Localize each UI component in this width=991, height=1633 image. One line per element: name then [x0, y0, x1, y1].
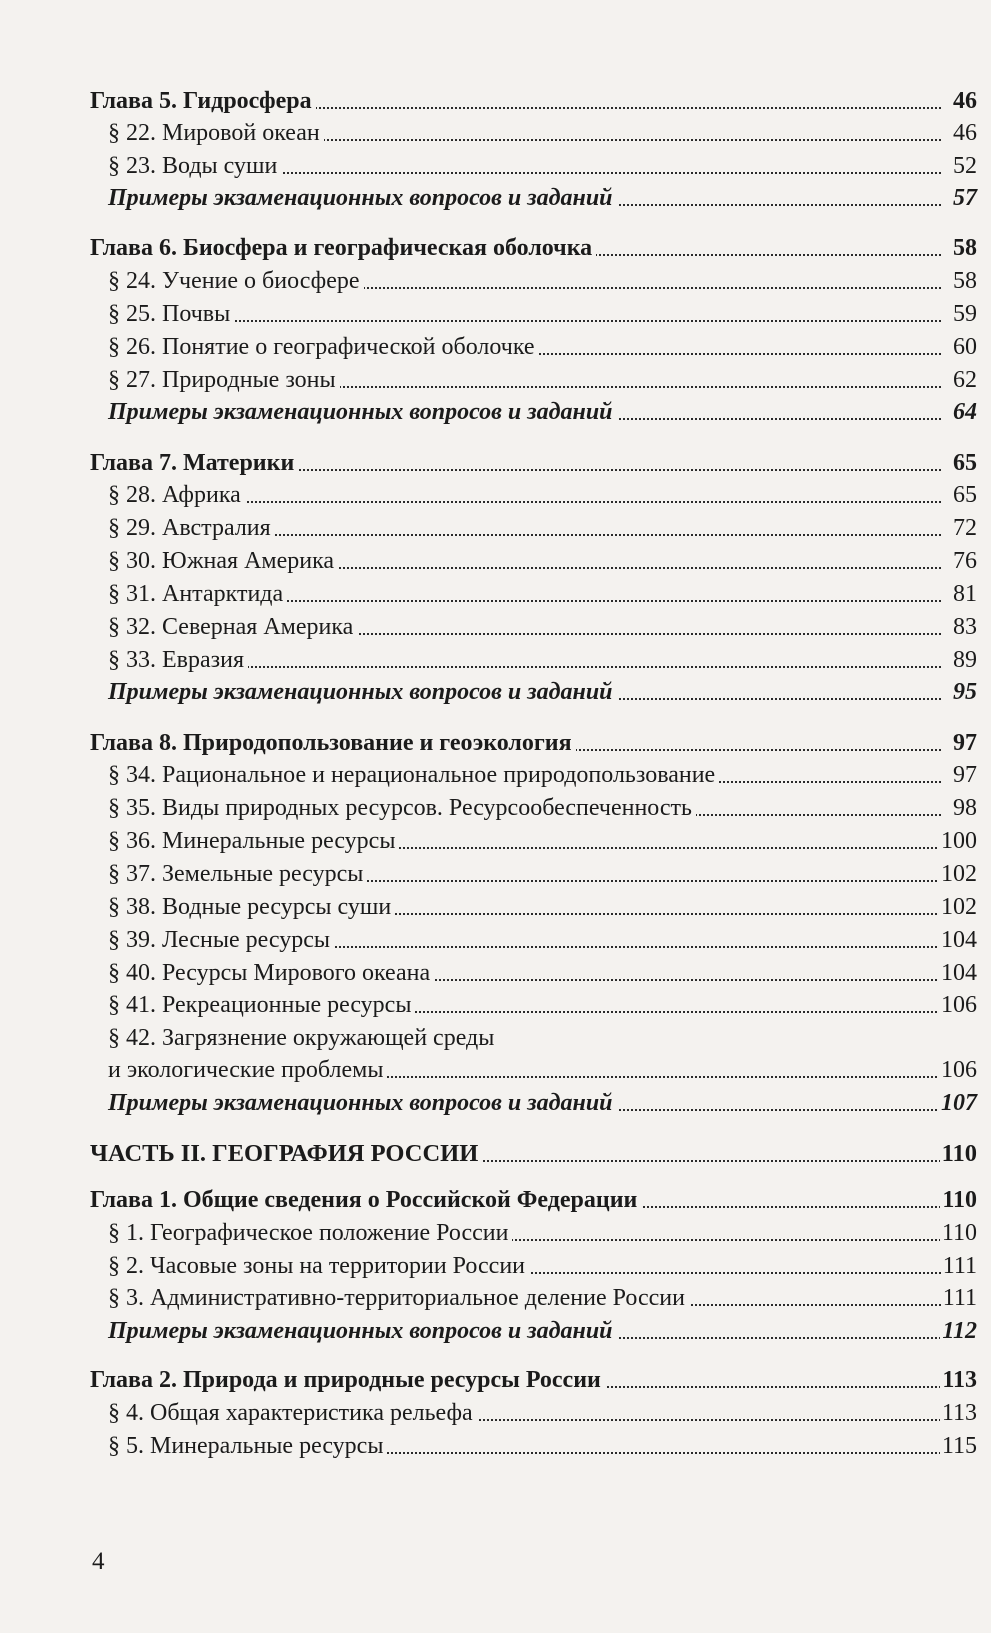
toc-entry-title: § 37. Земельные ресурсы — [108, 857, 367, 891]
toc-page-number: 102 — [939, 890, 977, 924]
toc-page-number: 102 — [939, 857, 977, 891]
toc-entry-title: Глава 8. Природопользование и геоэкология — [90, 726, 576, 760]
toc-entry-title: Примеры экзаменационных вопросов и заданий — [108, 1314, 617, 1348]
toc-entry-title: Примеры экзаменационных вопросов и заданий — [108, 675, 617, 709]
toc-page-number: 46 — [951, 84, 977, 118]
toc-chapter-entry — [0, 231, 991, 265]
toc-section-entry — [0, 511, 991, 545]
toc-page-number: 115 — [940, 1429, 977, 1463]
toc-section-entry — [0, 544, 991, 578]
toc-examples-entry — [0, 1086, 991, 1120]
toc-entry-title: § 24. Учение о биосфере — [108, 264, 364, 298]
toc-entry-title: Примеры экзаменационных вопросов и заданий — [108, 1086, 617, 1120]
toc-chapter-entry — [0, 446, 991, 480]
toc-page-number: 76 — [951, 544, 977, 578]
toc-chapter-entry — [0, 1183, 991, 1217]
toc-entry-title: Глава 6. Биосфера и географическая оболочка — [90, 231, 596, 265]
toc-section-entry — [0, 758, 991, 792]
toc-page-number: 110 — [940, 1137, 977, 1171]
toc-entry-title: Глава 7. Материки — [90, 446, 298, 480]
toc-page-number: 113 — [940, 1363, 977, 1397]
toc-page-number: 112 — [940, 1314, 977, 1348]
toc-entry-title: § 42. Загрязнение окружающей среды — [108, 1021, 498, 1055]
toc-section-entry — [0, 577, 991, 611]
toc-page-number: 60 — [951, 330, 977, 364]
toc-section-entry — [0, 857, 991, 891]
toc-page-number: 64 — [951, 395, 977, 429]
toc-entry-title: § 25. Почвы — [108, 297, 234, 331]
toc-entry-title: § 22. Мировой океан — [108, 116, 324, 150]
toc-entry-title: § 28. Африка — [108, 478, 245, 512]
toc-page-number: 52 — [951, 149, 977, 183]
toc-entry-title: § 27. Природные зоны — [108, 363, 340, 397]
toc-section-entry — [0, 643, 991, 677]
toc-page-number: 111 — [941, 1249, 977, 1283]
toc-page-number: 95 — [951, 675, 977, 709]
toc-chapter-entry — [0, 726, 991, 760]
toc-entry-title: § 38. Водные ресурсы суши — [108, 890, 395, 924]
toc-section-entry — [0, 1216, 991, 1250]
toc-page-number: 107 — [939, 1086, 977, 1120]
toc-entry-title: § 1. Географическое положение России — [108, 1216, 512, 1250]
toc-section-entry — [0, 1053, 991, 1087]
toc-entry-title: § 3. Административно-территориальное деление России — [108, 1281, 689, 1315]
toc-page-number: 111 — [941, 1281, 977, 1315]
toc-entry-title: § 23. Воды суши — [108, 149, 281, 183]
toc-examples-entry — [0, 395, 991, 429]
toc-page-number: 57 — [951, 181, 977, 215]
toc-section-entry — [0, 1249, 991, 1283]
toc-page-number: 106 — [939, 988, 977, 1022]
toc-page-number: 58 — [951, 264, 977, 298]
toc-section-entry — [0, 116, 991, 150]
toc-page-number: 65 — [951, 446, 977, 480]
toc-entry-title: § 35. Виды природных ресурсов. Ресурсообеспеченность — [108, 791, 696, 825]
toc-entry-title: § 33. Евразия — [108, 643, 248, 677]
toc-entry-title: § 2. Часовые зоны на территории России — [108, 1249, 529, 1283]
toc-entry-title: Примеры экзаменационных вопросов и заданий — [108, 395, 617, 429]
toc-section-entry — [0, 330, 991, 364]
toc-entry-title: ЧАСТЬ II. ГЕОГРАФИЯ РОССИИ — [90, 1137, 482, 1171]
toc-page-number: 104 — [939, 956, 977, 990]
toc-examples-entry — [0, 1314, 991, 1348]
toc-chapter-entry — [0, 84, 991, 118]
toc-entry-title: § 26. Понятие о географической оболочке — [108, 330, 539, 364]
toc-entry-title: § 34. Рациональное и нерациональное природопользование — [108, 758, 719, 792]
toc-page-number: 104 — [939, 923, 977, 957]
toc-page-number: 72 — [951, 511, 977, 545]
toc-entry-title: Глава 2. Природа и природные ресурсы России — [90, 1363, 605, 1397]
toc-entry-title: Глава 5. Гидросфера — [90, 84, 316, 118]
toc-page-number: 59 — [951, 297, 977, 331]
toc-page-number: 98 — [951, 791, 977, 825]
toc-section-entry — [0, 824, 991, 858]
toc-entry-title: и экологические проблемы — [108, 1053, 387, 1087]
toc-section-entry — [0, 1396, 991, 1430]
toc-entry-title: § 40. Ресурсы Мирового океана — [108, 956, 434, 990]
toc-section-entry — [0, 890, 991, 924]
toc-entry-title: § 30. Южная Америка — [108, 544, 338, 578]
toc-section-entry — [0, 149, 991, 183]
toc-entry-title: § 36. Минеральные ресурсы — [108, 824, 399, 858]
toc-entry-title: Глава 1. Общие сведения о Российской Федерации — [90, 1183, 641, 1217]
toc-entry-title: Примеры экзаменационных вопросов и заданий — [108, 181, 617, 215]
toc-section-entry — [0, 1429, 991, 1463]
dot-leader — [118, 320, 941, 322]
toc-page-number: 58 — [951, 231, 977, 265]
toc-page-number: 97 — [951, 726, 977, 760]
toc-page-number: 62 — [951, 363, 977, 397]
toc-entry-title: § 29. Австралия — [108, 511, 275, 545]
toc-examples-entry — [0, 675, 991, 709]
toc-entry-title: § 32. Северная Америка — [108, 610, 357, 644]
toc-page-number: 110 — [940, 1216, 977, 1250]
toc-section-entry — [0, 923, 991, 957]
toc-page-number: 81 — [951, 577, 977, 611]
page-number: 4 — [92, 1548, 105, 1575]
toc-entry-title: § 5. Минеральные ресурсы — [108, 1429, 387, 1463]
toc-part-entry — [0, 1137, 991, 1171]
toc-chapter-entry — [0, 1363, 991, 1397]
toc-section-entry — [0, 610, 991, 644]
toc-page-number: 100 — [939, 824, 977, 858]
toc-section-entry — [0, 478, 991, 512]
toc-section-entry — [0, 956, 991, 990]
toc-section-entry — [0, 1021, 991, 1055]
toc-page-number: 65 — [951, 478, 977, 512]
toc-page-number: 89 — [951, 643, 977, 677]
toc-section-entry — [0, 264, 991, 298]
toc-page-number: 110 — [940, 1183, 977, 1217]
toc-page-number: 106 — [939, 1053, 977, 1087]
toc-section-entry — [0, 363, 991, 397]
toc-entry-title: § 4. Общая характеристика рельефа — [108, 1396, 477, 1430]
toc-entry-title: § 41. Рекреационные ресурсы — [108, 988, 415, 1022]
toc-page-number: 113 — [940, 1396, 977, 1430]
toc-section-entry — [0, 791, 991, 825]
toc-page-number: 83 — [951, 610, 977, 644]
toc-entry-title: § 31. Антарктида — [108, 577, 287, 611]
toc-examples-entry — [0, 181, 991, 215]
toc-section-entry — [0, 1281, 991, 1315]
toc-entry-title: § 39. Лесные ресурсы — [108, 923, 334, 957]
toc-section-entry — [0, 988, 991, 1022]
toc-page-number: 46 — [951, 116, 977, 150]
toc-page-number: 97 — [951, 758, 977, 792]
toc-section-entry — [0, 297, 991, 331]
